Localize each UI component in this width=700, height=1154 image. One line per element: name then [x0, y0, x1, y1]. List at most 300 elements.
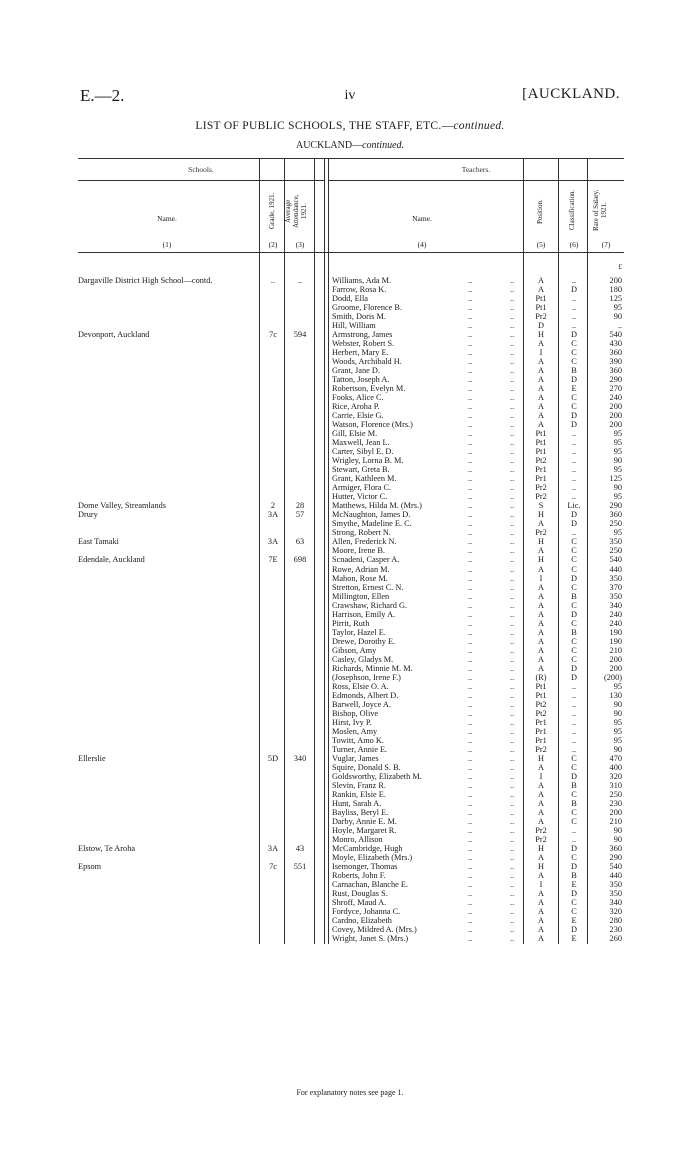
classification-cell: C — [571, 636, 577, 646]
table-row — [78, 637, 624, 646]
salary-cell: 90 — [613, 834, 622, 844]
leader-dots: .. — [510, 645, 515, 655]
school-cell: Epsom — [78, 862, 102, 872]
classification-cell: C — [571, 402, 577, 412]
salary-cell: 320 — [609, 907, 622, 917]
leader-dots: .. — [510, 285, 515, 295]
leader-dots: .. — [510, 573, 515, 583]
salary-cell: 125 — [609, 474, 622, 484]
table-row — [78, 447, 624, 456]
table-row — [78, 844, 624, 853]
leader-dots: .. — [468, 780, 473, 790]
leader-dots: .. — [468, 384, 473, 394]
teacher-cell: Barwell, Joyce A. — [332, 699, 391, 709]
position-cell: A — [538, 925, 544, 935]
page-number: iv — [344, 88, 356, 103]
teacher-cell: Rust, Douglas S. — [332, 889, 388, 899]
leader-dots: .. — [468, 898, 473, 908]
subtitle-main: AUCKLAND— — [295, 140, 363, 151]
position-cell: H — [538, 843, 544, 853]
teacher-cell: Monro, Allison — [332, 834, 383, 844]
currency-symbol: £ — [618, 262, 622, 271]
teacher-cell: Crawshaw, Richard G. — [332, 600, 408, 610]
leader-dots: .. — [468, 789, 473, 799]
teacher-cell: Ross, Elsie O. A. — [332, 681, 389, 691]
attendance-cell: 698 — [293, 555, 307, 565]
salary-cell: 320 — [609, 771, 622, 781]
leader-dots: .. — [468, 375, 473, 385]
teacher-cell: Carrie, Elsie G. — [332, 411, 384, 421]
classification-cell: .. — [571, 717, 577, 727]
leader-dots: .. — [510, 321, 515, 331]
leader-dots: .. — [510, 420, 515, 430]
position-cell: H — [538, 330, 544, 340]
school-cell: Ellerslie — [78, 753, 106, 763]
classification-cell: C — [571, 618, 577, 628]
leader-dots: .. — [468, 843, 473, 853]
position-cell: I — [539, 880, 543, 890]
classification-cell: B — [571, 780, 577, 790]
salary-cell: 310 — [609, 780, 622, 790]
table-row — [78, 808, 624, 817]
teacher-cell: Hoyle, Margaret R. — [332, 825, 397, 835]
leader-dots: .. — [468, 699, 473, 709]
teacher-cell: Wright, Janet S. (Mrs.) — [332, 934, 409, 944]
classification-cell: C — [571, 853, 577, 862]
leader-dots: .. — [468, 456, 473, 466]
position-cell: A — [538, 384, 544, 394]
position-cell: A — [538, 285, 544, 295]
position-cell: Pr2 — [535, 834, 547, 844]
teacher-cell: Hirst, Ivy P. — [332, 717, 372, 727]
position-cell: A — [538, 780, 544, 790]
classification-cell: .. — [571, 825, 577, 835]
table-row — [78, 276, 624, 285]
leader-dots: .. — [510, 834, 515, 844]
classification-cell: C — [571, 348, 577, 358]
leader-dots: .. — [510, 456, 515, 466]
teacher-cell: Farrow, Rosa K. — [332, 285, 387, 295]
col-num-2: (2) — [268, 240, 278, 249]
leader-dots: .. — [468, 807, 473, 817]
leader-dots: .. — [468, 681, 473, 691]
leader-dots: .. — [468, 366, 473, 376]
leader-dots: .. — [510, 294, 515, 304]
classification-cell: D — [571, 510, 577, 520]
classification-cell: E — [571, 934, 577, 944]
teacher-cell: Gibson, Amy — [332, 645, 377, 655]
salary-cell: 200 — [609, 654, 622, 664]
table-row — [78, 745, 624, 754]
teacher-cell: Covey, Mildred A. (Mrs.) — [332, 925, 417, 935]
salary-cell: 95 — [613, 465, 622, 475]
teacher-cell: McNaughton, James D. — [332, 510, 411, 520]
position-cell: A — [538, 907, 544, 917]
leader-dots: .. — [468, 276, 473, 285]
leader-dots: .. — [510, 528, 515, 538]
leader-dots: .. — [510, 465, 515, 475]
attendance-cell: 340 — [293, 753, 307, 763]
teacher-cell: (Josephson, Irene F.) — [332, 672, 401, 682]
table-row — [78, 673, 624, 682]
salary-header: Rate of Salary, 1921. — [592, 189, 608, 231]
position-cell: A — [538, 546, 544, 556]
teacher-cell: Isemonger, Thomas — [332, 862, 398, 872]
salary-cell: 90 — [613, 825, 622, 835]
classification-cell: C — [571, 654, 577, 664]
leader-dots: .. — [510, 916, 515, 926]
leader-dots: .. — [468, 348, 473, 358]
grade-cell: .. — [270, 276, 276, 285]
salary-cell: 200 — [609, 807, 622, 817]
table-row — [78, 420, 624, 429]
col-num-3: (3) — [295, 240, 305, 249]
teacher-cell: Carnachan, Blanche E. — [332, 880, 409, 890]
teacher-cell: Richards, Minnie M. M. — [332, 663, 413, 673]
teacher-cell: Matthews, Hilda M. (Mrs.) — [332, 501, 422, 511]
position-cell: A — [538, 807, 544, 817]
leader-dots: .. — [468, 853, 473, 862]
leader-dots: .. — [468, 618, 473, 628]
leader-dots: .. — [468, 429, 473, 439]
leader-dots: .. — [510, 330, 515, 340]
classification-cell: .. — [571, 447, 577, 457]
leader-dots: .. — [510, 546, 515, 556]
teacher-cell: Dodd, Ella — [332, 294, 368, 304]
table-row — [78, 393, 624, 402]
teacher-cell: McCambridge, Hugh — [332, 843, 403, 853]
salary-cell: 540 — [609, 330, 622, 340]
salary-cell: 540 — [609, 862, 622, 872]
leader-dots: .. — [468, 627, 473, 637]
col-divider — [523, 276, 524, 944]
position-cell: A — [538, 411, 544, 421]
position-cell: Pt1 — [535, 681, 547, 691]
table-row — [78, 510, 624, 519]
salary-cell: 370 — [609, 582, 622, 592]
position-cell: Pr2 — [535, 312, 547, 322]
grade-cell: 3A — [267, 537, 279, 547]
table-row — [78, 601, 624, 610]
position-cell: H — [538, 510, 544, 520]
teacher-cell: Hill, William — [332, 321, 376, 331]
table-row — [78, 934, 624, 943]
teacher-cell: Cardno, Elizabeth — [332, 916, 392, 926]
teacher-cell: Millington, Ellen — [332, 591, 390, 601]
position-cell: D — [538, 321, 544, 331]
leader-dots: .. — [510, 582, 515, 592]
leader-dots: .. — [510, 501, 515, 511]
leader-dots: .. — [468, 447, 473, 457]
classification-cell: C — [571, 789, 577, 799]
position-cell: A — [538, 789, 544, 799]
leader-dots: .. — [468, 564, 473, 574]
salary-cell: 95 — [613, 681, 622, 691]
leader-dots: .. — [468, 582, 473, 592]
leader-dots: .. — [468, 798, 473, 808]
subtitle-continued: continued. — [362, 140, 405, 151]
teacher-cell: Stretton, Ernest C. N. — [332, 582, 404, 592]
leader-dots: .. — [510, 753, 515, 763]
salary-cell: 90 — [613, 456, 622, 466]
table-row — [78, 555, 624, 564]
rule-top — [78, 158, 624, 159]
classification-cell: E — [571, 384, 577, 394]
leader-dots: .. — [468, 519, 473, 529]
classification-cell: D — [571, 925, 577, 935]
attendance-header: Average Attendance, 1921. — [284, 194, 308, 228]
position-cell: A — [538, 276, 544, 285]
leader-dots: .. — [468, 303, 473, 313]
leader-dots: .. — [510, 735, 515, 745]
leader-dots: .. — [468, 862, 473, 872]
classification-cell: .. — [571, 834, 577, 844]
title-main: LIST OF PUBLIC SCHOOLS, THE STAFF, ETC.— — [195, 120, 454, 132]
teacher-cell: Robertson, Evelyn M. — [332, 384, 406, 394]
classification-cell: .. — [571, 465, 577, 475]
leader-dots: .. — [510, 636, 515, 646]
leader-dots: .. — [510, 474, 515, 484]
leader-dots: .. — [510, 510, 515, 520]
classification-cell: .. — [571, 726, 577, 736]
school-cell: Dome Valley, Streamlands — [78, 501, 167, 511]
teacher-cell: Gill, Elsie M. — [332, 429, 378, 439]
classification-cell: C — [571, 537, 577, 547]
table-row — [78, 583, 624, 592]
salary-cell: 190 — [609, 636, 622, 646]
salary-cell: 440 — [609, 564, 622, 574]
schools-group-heading: Schools. — [188, 165, 214, 174]
classification-cell: D — [571, 573, 577, 583]
classification-cell: .. — [571, 321, 577, 331]
salary-cell: 250 — [609, 519, 622, 529]
leader-dots: .. — [510, 429, 515, 439]
position-cell: A — [538, 519, 544, 529]
salary-cell: 90 — [613, 312, 622, 322]
footnote: For explanatory notes see page 1. — [296, 1088, 404, 1097]
table-row — [78, 817, 624, 826]
classification-cell: D — [571, 663, 577, 673]
salary-cell: 210 — [609, 645, 622, 655]
position-cell: Pr2 — [535, 483, 547, 493]
rule-teachers-group — [328, 180, 624, 181]
table-row — [78, 357, 624, 366]
position-cell: A — [538, 816, 544, 826]
classification-cell: C — [571, 762, 577, 772]
table-row — [78, 916, 624, 925]
teacher-cell: Webster, Robert S. — [332, 339, 395, 349]
position-cell: I — [539, 771, 543, 781]
position-cell: Pt1 — [535, 447, 547, 457]
position-cell: A — [538, 636, 544, 646]
teacher-cell: Moore, Irene B. — [332, 546, 385, 556]
teacher-cell: Williams, Ada M. — [332, 276, 392, 285]
leader-dots: .. — [510, 717, 515, 727]
table-row — [78, 691, 624, 700]
teacher-cell: Fooks, Alice C. — [332, 393, 384, 403]
table-row — [78, 799, 624, 808]
classification-cell: .. — [571, 474, 577, 484]
salary-cell: 340 — [609, 600, 622, 610]
table-row — [78, 853, 624, 862]
salary-cell: 230 — [609, 798, 622, 808]
teacher-cell: Moyle, Elizabeth (Mrs.) — [332, 853, 413, 862]
salary-cell: 250 — [609, 789, 622, 799]
table-row — [78, 718, 624, 727]
leader-dots: .. — [510, 807, 515, 817]
leader-dots: .. — [510, 825, 515, 835]
salary-cell: 360 — [609, 366, 622, 376]
leader-dots: .. — [510, 762, 515, 772]
table-row — [78, 619, 624, 628]
attendance-cell: .. — [297, 276, 303, 285]
table-row — [78, 483, 624, 492]
salary-cell: 130 — [609, 690, 622, 700]
leader-dots: .. — [468, 609, 473, 619]
salary-cell: 95 — [613, 717, 622, 727]
classification-cell: C — [571, 339, 577, 349]
table-row — [78, 492, 624, 501]
leader-dots: .. — [468, 600, 473, 610]
school-cell: Drury — [78, 510, 98, 520]
col-divider — [314, 276, 315, 944]
position-cell: Pt1 — [535, 303, 547, 313]
table-row — [78, 312, 624, 321]
table-row — [78, 411, 624, 420]
col-divider — [558, 276, 559, 944]
salary-cell: 230 — [609, 925, 622, 935]
table-row — [78, 384, 624, 393]
leader-dots: .. — [468, 501, 473, 511]
rule-column-numbers — [78, 252, 624, 253]
position-cell: Pt2 — [535, 699, 547, 709]
table-row — [78, 348, 624, 357]
leader-dots: .. — [468, 907, 473, 917]
salary-cell: 95 — [613, 735, 622, 745]
salary-cell: 250 — [609, 546, 622, 556]
leader-dots: .. — [510, 591, 515, 601]
leader-dots: .. — [510, 600, 515, 610]
classification-cell: .. — [571, 744, 577, 754]
leader-dots: .. — [468, 528, 473, 538]
grade-cell: 3A — [267, 510, 279, 520]
attendance-cell: 28 — [295, 501, 305, 511]
salary-cell: 95 — [613, 492, 622, 502]
classification-cell: .. — [571, 528, 577, 538]
teacher-cell: Rice, Aroha P. — [332, 402, 380, 412]
leader-dots: .. — [510, 871, 515, 881]
leader-dots: .. — [510, 519, 515, 529]
teacher-cell: Wrigley, Lorna B. M. — [332, 456, 404, 466]
classification-cell: D — [571, 672, 577, 682]
teacher-name-header: Name. — [412, 214, 432, 223]
classification-cell: D — [571, 375, 577, 385]
table-row — [78, 862, 624, 871]
classification-cell: C — [571, 393, 577, 403]
teacher-cell: Bayliss, Beryl E. — [332, 807, 389, 817]
classification-cell: C — [571, 645, 577, 655]
salary-cell: 200 — [609, 402, 622, 412]
position-cell: A — [538, 889, 544, 899]
classification-cell: B — [571, 627, 577, 637]
position-cell: A — [538, 663, 544, 673]
teacher-cell: Rowe, Adrian M. — [332, 564, 390, 574]
leader-dots: .. — [468, 645, 473, 655]
salary-cell: 340 — [609, 898, 622, 908]
classification-cell: D — [571, 843, 577, 853]
leader-dots: .. — [510, 853, 515, 862]
table-row — [78, 375, 624, 384]
table-row — [78, 628, 624, 637]
leader-dots: .. — [468, 465, 473, 475]
teacher-cell: Hutter, Victor C. — [332, 492, 388, 502]
table-row — [78, 763, 624, 772]
teacher-cell: Goldsworthy, Elizabeth M. — [332, 771, 422, 781]
leader-dots: .. — [510, 393, 515, 403]
position-cell: A — [538, 934, 544, 944]
leader-dots: .. — [468, 330, 473, 340]
district-label: [AUCKLAND. — [522, 86, 620, 102]
classification-cell: .. — [571, 492, 577, 502]
leader-dots: .. — [468, 492, 473, 502]
table-row — [78, 546, 624, 555]
teacher-cell: Slevin, Franz R. — [332, 780, 386, 790]
classification-cell: .. — [571, 456, 577, 466]
leader-dots: .. — [468, 889, 473, 899]
salary-cell: 190 — [609, 627, 622, 637]
table-row — [78, 700, 624, 709]
leader-dots: .. — [468, 357, 473, 367]
teacher-cell: Allen, Frederick N. — [332, 537, 397, 547]
table-row — [78, 519, 624, 528]
leader-dots: .. — [510, 366, 515, 376]
leader-dots: .. — [468, 834, 473, 844]
table-row — [78, 655, 624, 664]
teacher-cell: Fordyce, Johanna C. — [332, 907, 401, 917]
table-row — [78, 646, 624, 655]
position-cell: Pr1 — [535, 726, 547, 736]
leader-dots: .. — [510, 483, 515, 493]
table-row — [78, 429, 624, 438]
position-cell: Pr2 — [535, 528, 547, 538]
classification-cell: .. — [571, 690, 577, 700]
col-num-4: (4) — [417, 240, 427, 249]
leader-dots: .. — [468, 438, 473, 448]
salary-cell: 440 — [609, 871, 622, 881]
classification-cell: C — [571, 582, 577, 592]
position-cell: A — [538, 420, 544, 430]
position-cell: S — [538, 501, 544, 511]
position-cell: Pr1 — [535, 735, 547, 745]
teacher-cell: Carter, Sibyl E. D. — [332, 447, 394, 457]
teacher-cell: Watson, Florence (Mrs.) — [332, 420, 413, 430]
position-cell: I — [539, 573, 543, 583]
table-row — [78, 474, 624, 483]
position-cell: A — [538, 898, 544, 908]
position-cell: Pt2 — [535, 456, 547, 466]
position-cell: A — [538, 582, 544, 592]
table-body — [78, 276, 624, 943]
teacher-cell: Edmonds, Albert D. — [332, 690, 399, 700]
teacher-cell: Rankin, Elsie E. — [332, 789, 386, 799]
leader-dots: .. — [510, 618, 515, 628]
salary-cell: 210 — [609, 816, 622, 826]
classification-cell: E — [571, 880, 577, 890]
classification-cell: C — [571, 564, 577, 574]
leader-dots: .. — [510, 492, 515, 502]
leader-dots: .. — [468, 285, 473, 295]
teacher-cell: Turner, Annie E. — [332, 744, 388, 754]
